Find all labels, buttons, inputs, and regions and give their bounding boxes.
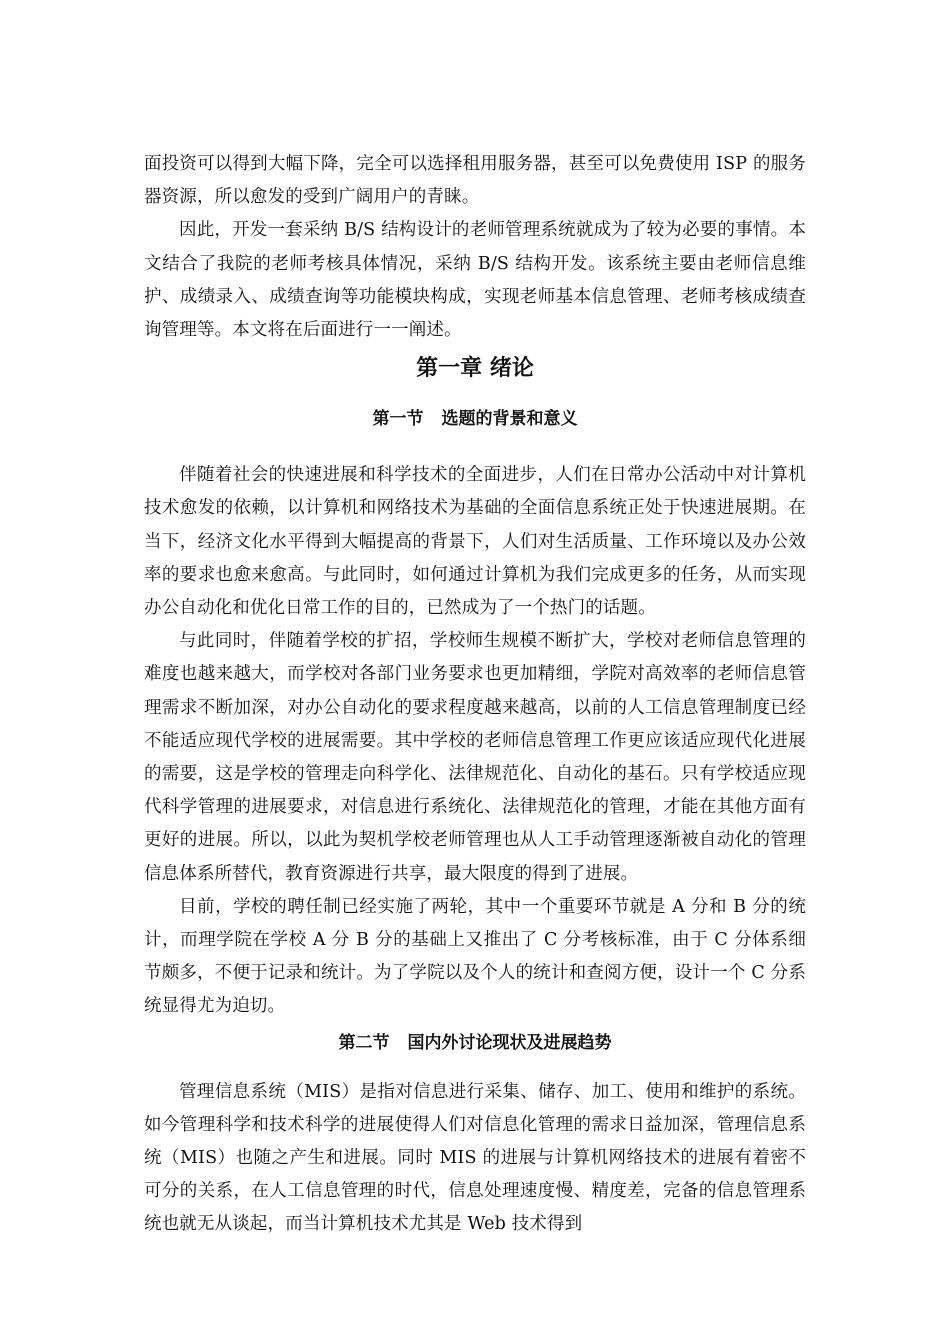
section-1-title: 选题的背景和意义 <box>441 409 578 430</box>
section-1-paragraph-3: 目前，学校的聘任制已经实施了两轮，其中一个重要环节就是 A 分和 B 分的统计，而理学院在学校 A 分 B 分的基础上又推出了 C 分考核标准，由于 C 分体系细节颇多，不便于记录和统计。为了学院以及个人的统计和查阅方便，设计一个 C 分系统显得尤为迫切。 <box>144 896 806 1017</box>
section-1-number: 第一节 <box>372 409 424 430</box>
section-1-heading <box>144 405 806 459</box>
section-2-heading <box>144 1024 806 1076</box>
section-1-paragraph-1: 伴随着社会的快速进展和科学技术的全面进步，人们在日常办公活动中对计算机技术愈发的依赖，以计算机和网络技术为基础的全面信息系统正处于快速进展期。在当下，经济文化水平得到大幅提高的背景下，人们对生活质量、工作环境以及办公效率的要求也愈来愈高。与此同时，如何通过计算机为我们完成更多的任务，从而实现办公自动化和优化日常工作的目的，已然成为了一个热门的话题。 <box>144 465 806 619</box>
chapter-title: 第一章 绪论 <box>416 355 534 382</box>
intro-paragraph-2: 因此，开发一套采纳 B/S 结构设计的老师管理系统就成为了较为必要的事情。本文结合了我院的老师考核具体情况，采纳 B/S 结构开发。该系统主要由老师信息维护、成绩录入、成绩查询等功能模块构成，实现老师基本信息管理、老师考核成绩查询管理等。本文将在后面进行一一阐述。 <box>144 220 806 341</box>
section-1-paragraph-2: 与此同时，伴随着学校的扩招，学校师生规模不断扩大，学校对老师信息管理的难度也越来越大，而学校对各部门业务要求也更加精细，学院对高效率的老师信息管理需求不断加深，对办公自动化的要求程度越来越高，以前的人工信息管理制度已经不能适应现代学校的进展需要。其中学校的老师信息管理工作更应该适应现代化进展的需要，这是学校的管理走向科学化、法律规范化、自动化的基石。只有学校适应现代科学管理的进展要求，对信息进行系统化、法律规范化的管理，才能在其他方面有更好的进展。所以，以此为契机学校老师管理也从人工手动管理逐渐被自动化的管理信息体系所替代，教育资源进行共享，最大限度的得到了进展。 <box>144 631 806 884</box>
section-2-paragraph-1: 管理信息系统（MIS）是指对信息进行采集、储存、加工、使用和维护的系统。如今管理科学和技术科学的进展使得人们对信息化管理的需求日益加深，管理信息系统（MIS）也随之产生和进展。同时 MIS 的进展与计算机网络技术的进展有着密不可分的关系，在人工信息管理的时代，信息处理速度慢、精度差，完备的信息管理系统也就无从谈起，而当计算机技术尤其是 Web 技术得到 <box>144 1081 806 1235</box>
section-2-number: 第二节 <box>338 1032 390 1053</box>
page-body <box>144 148 806 1242</box>
section-2-title: 国内外讨论现状及进展趋势 <box>407 1032 612 1053</box>
intro-paragraph-1: 面投资可以得到大幅下降，完全可以选择租用服务器，甚至可以免费使用 ISP 的服务器资源，所以愈发的受到广阔用户的青睐。 <box>144 154 806 208</box>
